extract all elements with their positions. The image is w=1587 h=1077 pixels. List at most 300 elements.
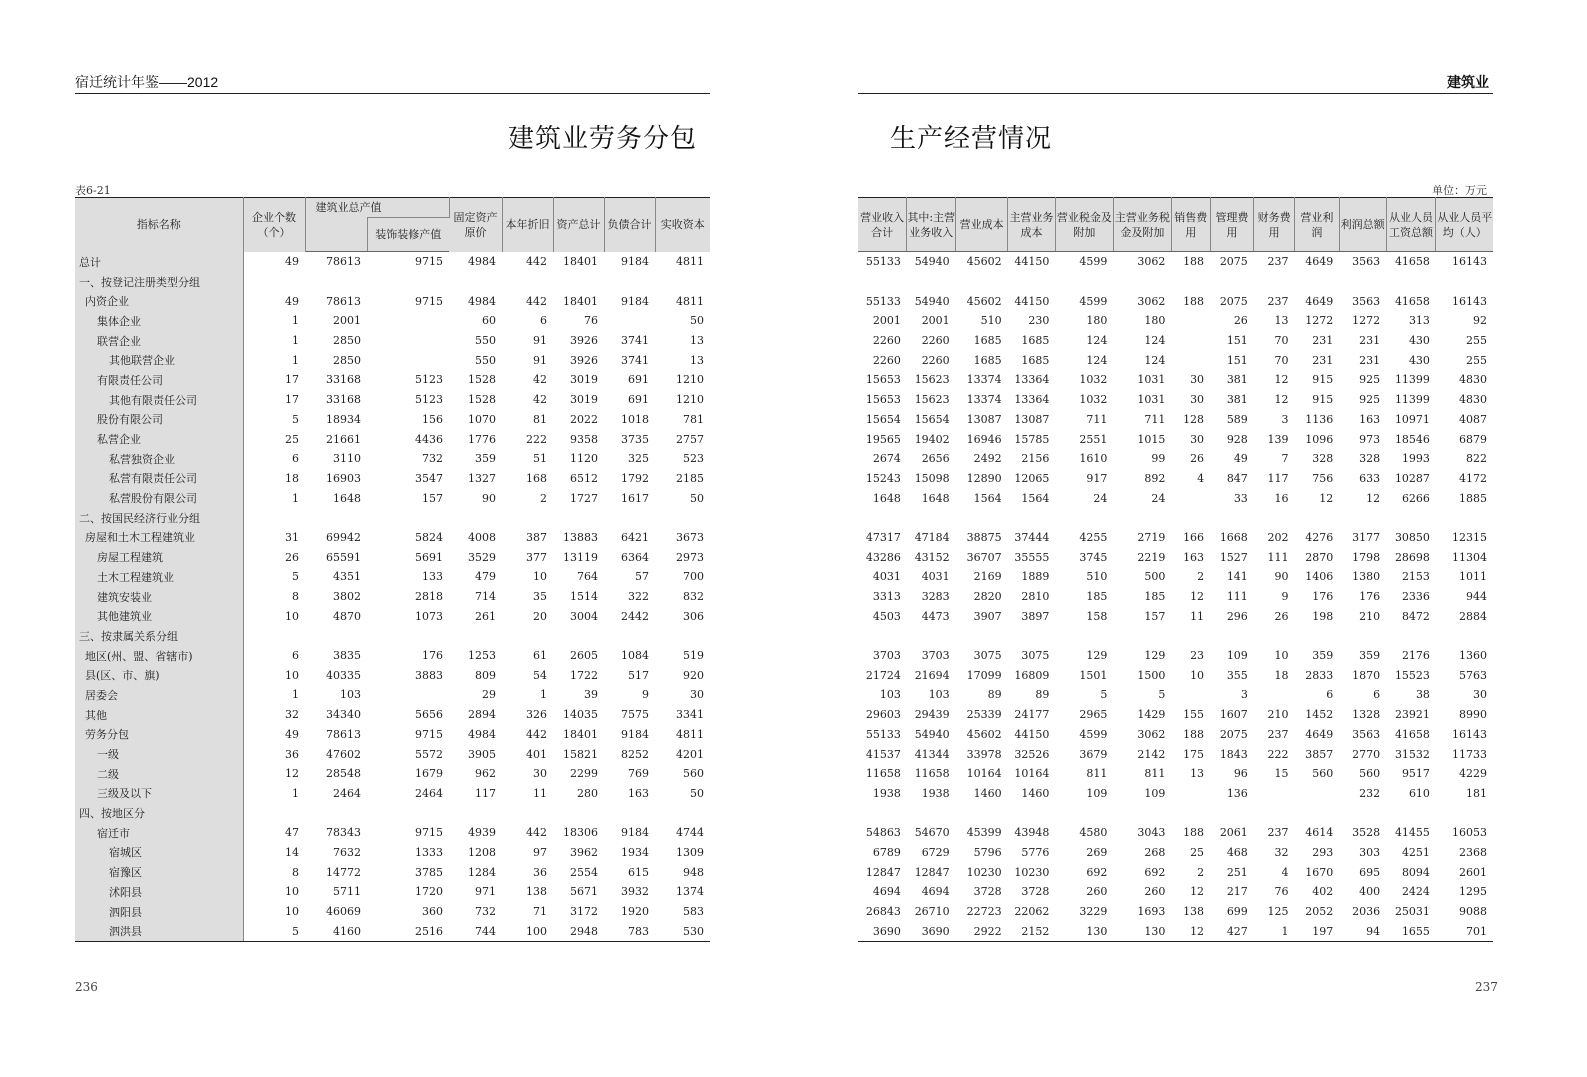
table-row	[858, 547, 1493, 567]
cell: 13364	[1014, 373, 1050, 387]
table-row	[858, 410, 1493, 430]
cell: 15653	[865, 373, 901, 387]
cell: 45602	[966, 294, 1002, 308]
cell: 550	[475, 334, 496, 348]
cell: 714	[475, 590, 496, 604]
cell: 188	[1183, 294, 1205, 308]
cell: 76	[1274, 885, 1289, 899]
cell: 4229	[1459, 767, 1487, 781]
cell: 11733	[1452, 747, 1487, 761]
cell: 94	[1339, 921, 1386, 941]
cell: 30	[1190, 373, 1205, 387]
cell: 14035	[563, 708, 598, 722]
cell: 34340	[326, 708, 361, 722]
cell: 41658	[1394, 727, 1430, 741]
cell	[907, 272, 956, 292]
cell: 151	[1226, 334, 1248, 348]
cell: 3905	[468, 747, 496, 761]
row-label: 县(区、市、旗)	[75, 665, 243, 685]
cell	[367, 626, 449, 646]
cell: 589	[1226, 412, 1248, 426]
cell: 2884	[1459, 609, 1487, 623]
header-rule-left	[75, 93, 710, 94]
cell: 16143	[1452, 294, 1487, 308]
cell: 4599	[1079, 727, 1108, 741]
running-header-right: 建筑业	[1447, 74, 1489, 90]
cell: 811	[1086, 767, 1108, 781]
table-row	[75, 370, 710, 390]
cell: 2	[1197, 865, 1205, 879]
table-row	[858, 843, 1493, 863]
cell: 3926	[570, 353, 598, 367]
cell: 4830	[1459, 373, 1487, 387]
cell: 1327	[468, 471, 496, 485]
cell: 1993	[1401, 452, 1430, 466]
cell: 4984	[468, 255, 496, 269]
table-row	[858, 882, 1493, 902]
right-data-table	[858, 197, 1493, 942]
cell: 71	[533, 905, 547, 919]
cell: 633	[1359, 471, 1381, 485]
cell: 43152	[914, 550, 950, 564]
cell: 49	[1233, 452, 1248, 466]
cell: 2554	[570, 865, 598, 879]
cell: 293	[1312, 845, 1334, 859]
cell: 49	[285, 727, 299, 741]
cell: 1015	[1137, 432, 1166, 446]
cell	[1295, 803, 1340, 823]
row-label: 集体企业	[75, 311, 243, 331]
cell: 1685	[973, 353, 1002, 367]
cell: 3703	[921, 649, 950, 663]
cell: 111	[1267, 550, 1289, 564]
cell: 251	[1226, 865, 1248, 879]
cell: 7632	[333, 845, 361, 859]
cell: 1500	[1137, 668, 1166, 682]
cell: 18	[285, 471, 299, 485]
cell: 1610	[1079, 452, 1108, 466]
cell: 12	[1274, 373, 1289, 387]
cell	[553, 508, 604, 528]
cell: 5796	[973, 845, 1002, 859]
cell	[1254, 784, 1295, 804]
cell: 30	[1473, 688, 1487, 702]
cell: 13374	[966, 373, 1002, 387]
cell: 232	[1359, 786, 1381, 800]
table-row	[858, 272, 1493, 292]
right-header-11: 从业人员工资总额	[1386, 198, 1436, 252]
cell	[502, 272, 553, 292]
cell: 1798	[1352, 550, 1381, 564]
cell: 700	[683, 570, 704, 584]
right-header-7: 管理费用	[1210, 198, 1254, 252]
cell: 16143	[1452, 255, 1487, 269]
cell: 33168	[326, 393, 361, 407]
cell	[1436, 803, 1493, 823]
cell: 15523	[1394, 668, 1430, 682]
cell: 2152	[1008, 921, 1056, 941]
right-header-6: 销售费用	[1171, 198, 1210, 252]
cell: 4649	[1305, 727, 1334, 741]
cell: 4201	[676, 747, 704, 761]
cell: 136	[1226, 786, 1248, 800]
cell: 16143	[1452, 727, 1487, 741]
row-label: 土木工程建筑业	[75, 567, 243, 587]
right-header-3: 主营业务成本	[1008, 198, 1056, 252]
table-row	[75, 508, 710, 528]
cell: 26710	[914, 905, 950, 919]
cell: 2757	[676, 432, 704, 446]
cell: 1253	[468, 649, 496, 663]
cell	[604, 272, 655, 292]
cell: 12315	[1452, 530, 1487, 544]
cell: 6	[292, 649, 299, 663]
cell: 25	[285, 432, 299, 446]
cell: 133	[422, 570, 443, 584]
cell: 928	[1226, 432, 1248, 446]
cell: 28548	[326, 767, 361, 781]
cell: 9715	[415, 727, 443, 741]
cell: 41455	[1394, 826, 1430, 840]
cell: 30	[1190, 393, 1205, 407]
cell: 130	[1113, 921, 1171, 941]
cell: 25	[1190, 845, 1205, 859]
cell: 4	[1197, 471, 1205, 485]
cell: 1011	[1459, 570, 1487, 584]
cell	[502, 803, 553, 823]
cell: 22062	[1014, 905, 1050, 919]
cell: 1648	[872, 491, 901, 505]
cell: 328	[1359, 452, 1381, 466]
cell: 33168	[326, 373, 361, 387]
cell	[305, 626, 367, 646]
cell: 26	[285, 550, 299, 564]
cell: 2	[1197, 570, 1205, 584]
cell: 3802	[333, 590, 361, 604]
cell: 3004	[570, 609, 598, 623]
cell: 185	[1144, 590, 1166, 604]
cell: 2075	[1219, 727, 1248, 741]
cell	[1295, 626, 1340, 646]
cell: 2656	[921, 452, 950, 466]
cell: 4599	[1079, 294, 1108, 308]
cell: 3703	[872, 649, 901, 663]
cell: 54940	[914, 294, 950, 308]
cell: 523	[683, 452, 704, 466]
page-title-right: 生产经营情况	[890, 124, 1053, 154]
table-row	[75, 843, 710, 863]
cell: 560	[683, 767, 704, 781]
cell	[305, 803, 367, 823]
cell: 3857	[1305, 747, 1334, 761]
cell: 198	[1312, 609, 1334, 623]
table-row	[75, 488, 710, 508]
cell: 1210	[676, 373, 704, 387]
cell: 9517	[1401, 767, 1430, 781]
cell: 55133	[865, 294, 901, 308]
cell: 210	[1267, 708, 1289, 722]
cell: 832	[683, 590, 704, 604]
cell: 3673	[676, 530, 704, 544]
cell: 129	[1086, 649, 1108, 663]
cell	[1171, 331, 1210, 351]
cell: 325	[628, 452, 649, 466]
cell: 231	[1359, 334, 1381, 348]
cell: 5	[1100, 688, 1108, 702]
cell: 78343	[326, 826, 361, 840]
cell: 2492	[973, 452, 1002, 466]
table-row	[858, 567, 1493, 587]
cell: 12	[1171, 921, 1210, 941]
cell: 12890	[966, 471, 1002, 485]
table-row	[75, 784, 710, 804]
cell: 32526	[1014, 747, 1050, 761]
cell	[367, 803, 449, 823]
cell: 8990	[1459, 708, 1487, 722]
cell: 13	[1190, 767, 1205, 781]
cell: 26	[1233, 314, 1248, 328]
table-row	[858, 449, 1493, 469]
table-row	[75, 685, 710, 705]
cell: 3313	[872, 590, 901, 604]
cell: 2075	[1219, 294, 1248, 308]
cell: 41537	[865, 747, 901, 761]
cell	[1386, 803, 1436, 823]
cell: 1693	[1137, 905, 1166, 919]
table-row	[75, 862, 710, 882]
cell: 158	[1086, 609, 1108, 623]
cell: 237	[1267, 727, 1289, 741]
cell: 3835	[333, 649, 361, 663]
cell: 61	[533, 649, 547, 663]
cell: 427	[1210, 921, 1254, 941]
cell: 313	[1408, 314, 1430, 328]
cell: 217	[1226, 885, 1248, 899]
cell: 13883	[563, 530, 598, 544]
cell: 1685	[973, 334, 1002, 348]
cell: 2810	[1021, 590, 1050, 604]
cell: 222	[1267, 747, 1289, 761]
cell: 15098	[914, 471, 950, 485]
cell	[367, 311, 449, 331]
row-label: 股份有限公司	[75, 410, 243, 430]
cell: 18934	[326, 412, 361, 426]
row-label: 私营企业	[75, 429, 243, 449]
cell	[367, 508, 449, 528]
cell: 70	[1274, 353, 1289, 367]
cell: 3883	[415, 668, 443, 682]
cell: 21694	[914, 668, 950, 682]
cell: 151	[1226, 353, 1248, 367]
cell: 11658	[865, 767, 901, 781]
cell: 328	[1312, 452, 1334, 466]
table-row	[858, 725, 1493, 745]
table-row	[75, 390, 710, 410]
cell: 2719	[1137, 530, 1166, 544]
cell	[655, 626, 710, 646]
cell	[1008, 508, 1056, 528]
cell: 944	[1466, 590, 1487, 604]
cell: 11	[533, 786, 547, 800]
cell: 1031	[1137, 373, 1166, 387]
cell: 176	[1312, 590, 1334, 604]
cell: 3745	[1079, 550, 1108, 564]
cell: 70	[1274, 334, 1289, 348]
cell: 2820	[973, 590, 1002, 604]
table-row	[858, 252, 1493, 272]
cell: 237	[1267, 294, 1289, 308]
cell: 5	[292, 570, 299, 584]
cell: 3907	[973, 609, 1002, 623]
cell: 1564	[1021, 491, 1050, 505]
cell: 3062	[1137, 255, 1166, 269]
row-label: 三、按隶属关系分组	[75, 626, 243, 646]
cell: 280	[577, 786, 598, 800]
cell: 176	[422, 649, 443, 663]
cell: 44150	[1014, 255, 1050, 269]
cell: 117	[1267, 471, 1289, 485]
cell: 1720	[415, 885, 443, 899]
table-row	[858, 784, 1493, 804]
cell: 2674	[872, 452, 901, 466]
row-label: 劳务分包	[75, 725, 243, 745]
cell: 2336	[1401, 590, 1430, 604]
cell: 744	[449, 921, 502, 941]
cell: 809	[475, 668, 496, 682]
cell: 17	[285, 393, 299, 407]
cell: 1792	[621, 471, 649, 485]
cell: 33	[1233, 491, 1248, 505]
cell: 2	[540, 491, 547, 505]
row-label: 有限责任公司	[75, 370, 243, 390]
cell: 17	[285, 373, 299, 387]
cell: 1208	[468, 845, 496, 859]
cell: 15785	[1014, 432, 1050, 446]
cell: 15243	[865, 471, 901, 485]
table-row	[858, 626, 1493, 646]
cell: 3690	[858, 921, 907, 941]
cell	[1436, 508, 1493, 528]
cell: 1648	[921, 491, 950, 505]
cell: 3785	[415, 865, 443, 879]
cell: 2001	[333, 314, 361, 328]
cell	[1295, 272, 1340, 292]
cell: 6266	[1401, 491, 1430, 505]
table-row	[75, 410, 710, 430]
cell: 157	[1144, 609, 1166, 623]
cell: 1	[540, 688, 547, 702]
cell: 55133	[865, 727, 901, 741]
cell: 2516	[367, 921, 449, 941]
row-label: 私营有限责任公司	[75, 469, 243, 489]
cell: 2948	[553, 921, 604, 941]
cell: 54	[533, 668, 547, 682]
cell: 12	[1319, 491, 1334, 505]
cell	[1339, 272, 1386, 292]
cell: 6512	[570, 471, 598, 485]
cell: 47317	[865, 530, 901, 544]
table-row	[858, 528, 1493, 548]
cell: 3563	[1352, 255, 1381, 269]
cell: 29439	[914, 708, 950, 722]
table-row	[75, 646, 710, 666]
cell: 783	[604, 921, 655, 941]
cell: 468	[1226, 845, 1248, 859]
cell: 188	[1183, 727, 1205, 741]
cell: 46069	[326, 905, 361, 919]
cell: 1528	[468, 373, 496, 387]
table-row	[75, 547, 710, 567]
cell: 9088	[1459, 905, 1487, 919]
cell	[655, 803, 710, 823]
cell: 925	[1359, 393, 1381, 407]
row-label: 房屋工程建筑	[75, 547, 243, 567]
table-row	[75, 823, 710, 843]
table-row	[858, 390, 1493, 410]
cell: 90	[1274, 570, 1289, 584]
cell: 210	[1359, 609, 1381, 623]
cell: 2185	[676, 471, 704, 485]
cell: 32	[285, 708, 299, 722]
cell	[553, 626, 604, 646]
table-row	[858, 646, 1493, 666]
cell: 44150	[1014, 727, 1050, 741]
cell: 2442	[621, 609, 649, 623]
cell: 23921	[1394, 708, 1430, 722]
table-row	[75, 331, 710, 351]
cell: 47	[285, 826, 299, 840]
cell: 1070	[468, 412, 496, 426]
cell: 2850	[333, 334, 361, 348]
cell	[956, 803, 1008, 823]
cell	[1386, 626, 1436, 646]
cell: 40335	[326, 668, 361, 682]
cell: 4830	[1459, 393, 1487, 407]
cell: 1136	[1305, 412, 1334, 426]
cell: 4255	[1079, 530, 1108, 544]
cell: 35	[533, 590, 547, 604]
cell: 4031	[872, 570, 901, 584]
cell: 260	[1144, 885, 1166, 899]
cell: 50	[690, 314, 704, 328]
table-row	[75, 567, 710, 587]
cell: 915	[1312, 393, 1334, 407]
cell: 1360	[1459, 649, 1487, 663]
cell: 42	[533, 373, 547, 387]
cell: 2156	[1021, 452, 1050, 466]
cell: 695	[1359, 865, 1381, 879]
cell: 2142	[1137, 747, 1166, 761]
cell	[1386, 272, 1436, 292]
cell: 6364	[621, 550, 649, 564]
cell	[367, 331, 449, 351]
cell: 16809	[1014, 668, 1050, 682]
cell	[367, 272, 449, 292]
cell: 124	[1144, 353, 1166, 367]
cell: 6729	[921, 845, 950, 859]
cell	[1339, 803, 1386, 823]
cell: 13	[690, 353, 704, 367]
cell: 1722	[570, 668, 598, 682]
cell	[367, 350, 449, 370]
cell: 5656	[415, 708, 443, 722]
cell	[1113, 626, 1171, 646]
row-label: 一级	[75, 744, 243, 764]
table-row	[858, 469, 1493, 489]
table-row	[75, 626, 710, 646]
table-row	[858, 331, 1493, 351]
table-row	[858, 350, 1493, 370]
